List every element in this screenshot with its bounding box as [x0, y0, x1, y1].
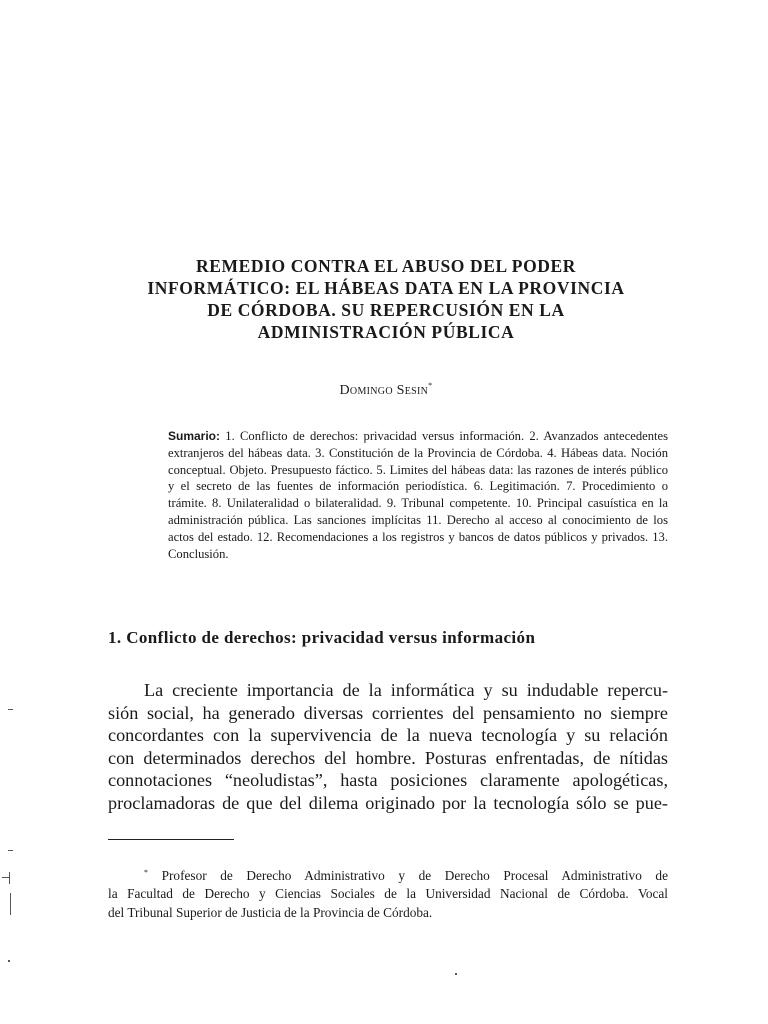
title-line: DE CÓRDOBA. SU REPERCUSIÓN EN LA	[207, 300, 565, 320]
scan-speck	[8, 709, 13, 710]
body-line: sión social, ha generado diversas corrientes del pensamiento no siempre	[108, 702, 668, 723]
body-line: con determinados derechos del hombre. Posturas enfrentadas, de nítidas	[108, 747, 668, 768]
footnote-line: la Facultad de Derecho y Ciencias Sociales de la Universidad Nacional de Córdoba. Vocal	[108, 886, 668, 902]
title-line: REMEDIO CONTRA EL ABUSO DEL PODER	[195, 256, 577, 276]
summary-block	[168, 428, 668, 562]
section-heading: 1. Conflicto de derechos: privacidad versus información	[108, 628, 536, 647]
body-paragraph	[108, 679, 668, 815]
scan-speck	[455, 973, 457, 975]
scan-speck	[10, 893, 11, 915]
title-line: ADMINISTRACIÓN PÚBLICA	[257, 322, 515, 342]
body-line: proclamadoras de que del dilema originado por la tecnología sólo se pue-	[108, 792, 668, 813]
footnote	[108, 864, 668, 922]
article-title	[100, 255, 672, 343]
footnote-line: del Tribunal Superior de Justicia de la Provincia de Córdoba.	[108, 904, 433, 920]
scan-speck	[8, 850, 13, 851]
scan-speck	[8, 960, 10, 962]
footnote-separator	[108, 839, 234, 840]
summary-label: Sumario:	[168, 429, 221, 443]
body-line: concordantes con la supervivencia de la nueva tecnología y su relación	[108, 725, 668, 746]
footnote-mark: *	[144, 868, 148, 877]
author-byline	[0, 381, 768, 399]
footnote-line-text: Profesor de Derecho Administrativo y de Derecho Procesal Administrativo de	[148, 868, 668, 883]
author-name: Domingo Sesin	[339, 383, 429, 398]
body-line: connotaciones “neoludistas”, hasta posiciones claramente apologéticas,	[108, 770, 668, 791]
scan-speck	[9, 872, 10, 884]
summary-text: 1. Conflicto de derechos: privacidad versus información. 2. Avanzados antecedentes extranjeros del hábeas data. 3. Constitución de la Provincia de Córdoba. 4. Hábeas data. Noción conceptual. Objeto. Presupuesto fáctico. 5. Limites del hábeas data: las razones de interés público y el secreto de las fuentes de información periodística. 6. Legitimación. 7. Procedimiento o trámite. 8. Unilateralidad o bilateralidad. 9. Tribunal competente. 10. Principal casuística en la administración pública. Las sanciones implícitas 11. Derecho al acceso al conocimiento de los actos del estado. 12. Recomendaciones a los registros y bancos de datos públicos y privados. 13. Conclusión.	[168, 429, 668, 561]
footnote-line	[108, 864, 668, 885]
title-line: INFORMÁTICO: EL HÁBEAS DATA EN LA PROVINCIA	[147, 278, 625, 298]
author-footnote-mark: *	[428, 381, 433, 390]
body-line: La creciente importancia de la informática y su indudable repercu-	[144, 680, 668, 700]
